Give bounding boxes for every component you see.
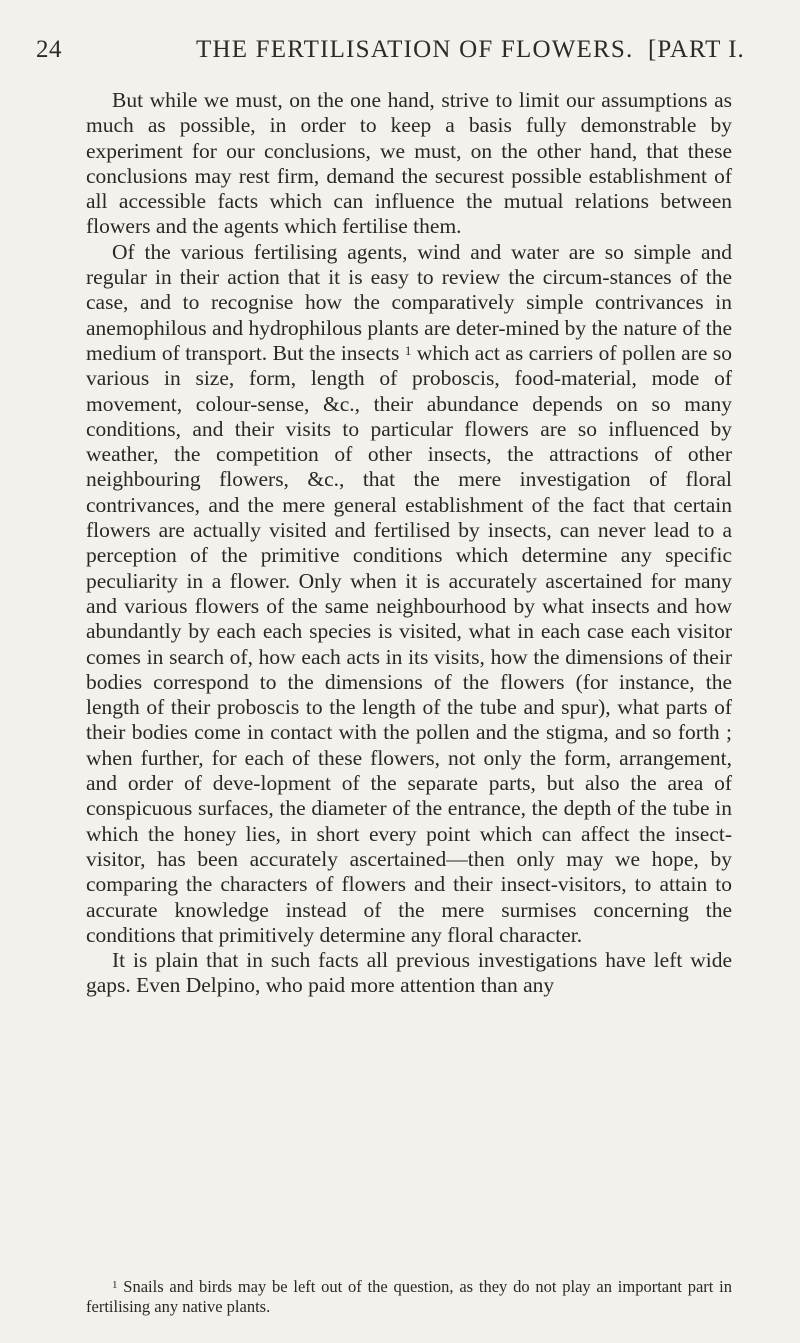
footnote-reference[interactable]: 1 [404,342,412,358]
paragraph: But while we must, on the one hand, strive to limit our assumptions as much as possible, in order to keep a basis fully demonstrable by experiment for our conclusions, we must, on the other hand, that these conclusions may rest firm, demand the securest possible establishment of all accessible facts which can influence the mutual relations between flowers and the agents which fertilise them. [86,88,732,239]
footnote [86,1277,732,1317]
footnote-text: Snails and birds may be left out of the question, as they do not play an important part in fertilising any native plants. [86,1277,733,1316]
paragraph-text-continued: which act as carriers of pollen are so various in size, form, length of proboscis, food-material, mode of movement, colour-sense, &c., their abundance depends on so many conditions, and their visits to particular flowers are so influenced by weather, the competition of other insects, the attractions of other neighbouring flowers, &c., that the mere investigation of floral contrivances, and the mere general establishment of the fact that certain flowers are actually visited and fertilised by insects, can never lead to a perception of the primitive conditions which determine any specific peculiarity in a flower. Only when it is accurately ascertained for many and various flowers of the same neighbourhood by what insects and how abundantly by each each species is visited, what in each case each visitor comes in search of, how each acts in its visits, how the dimensions of their bodies correspond to the dimensions of the flowers (for instance, the length of their proboscis to the length of the tube and spur), what parts of their bodies come in contact with the pollen and the stigma, and so forth ; when further, for each of these flowers, not only the form, arrangement, and order of deve-lopment of the separate parts, but also the area of conspicuous surfaces, the diameter of the entrance, the depth of the tube in which the honey lies, in short every point which can affect the insect-visitor, has been accurately ascertained—then only may we hope, by comparing the characters of flowers and their insect-visitors, to attain to accurate knowledge instead of the mere surmises concerning the conditions that primitively determine any floral character. [86,340,732,947]
body-text [86,88,732,999]
part-label: [PART I. [648,36,745,63]
page-number: 24 [36,36,62,63]
paragraph: It is plain that in such facts all previous investigations have left wide gaps. Even Delpino, who paid more attention than any [86,948,732,998]
paragraph-text: Of the various fertilising agents, wind and water are so simple and regular in their action that it is easy to review the circum-stances of the case, and to recognise how the comparatively simple contrivances in anemophilous and hydrophilous plants are deter-mined by the nature of the medium of transport. But the insects [86,239,732,365]
footnote-marker: 1 [112,1279,118,1291]
running-title: THE FERTILISATION OF FLOWERS. [196,36,634,63]
paragraph [86,240,732,948]
running-head [36,36,772,70]
